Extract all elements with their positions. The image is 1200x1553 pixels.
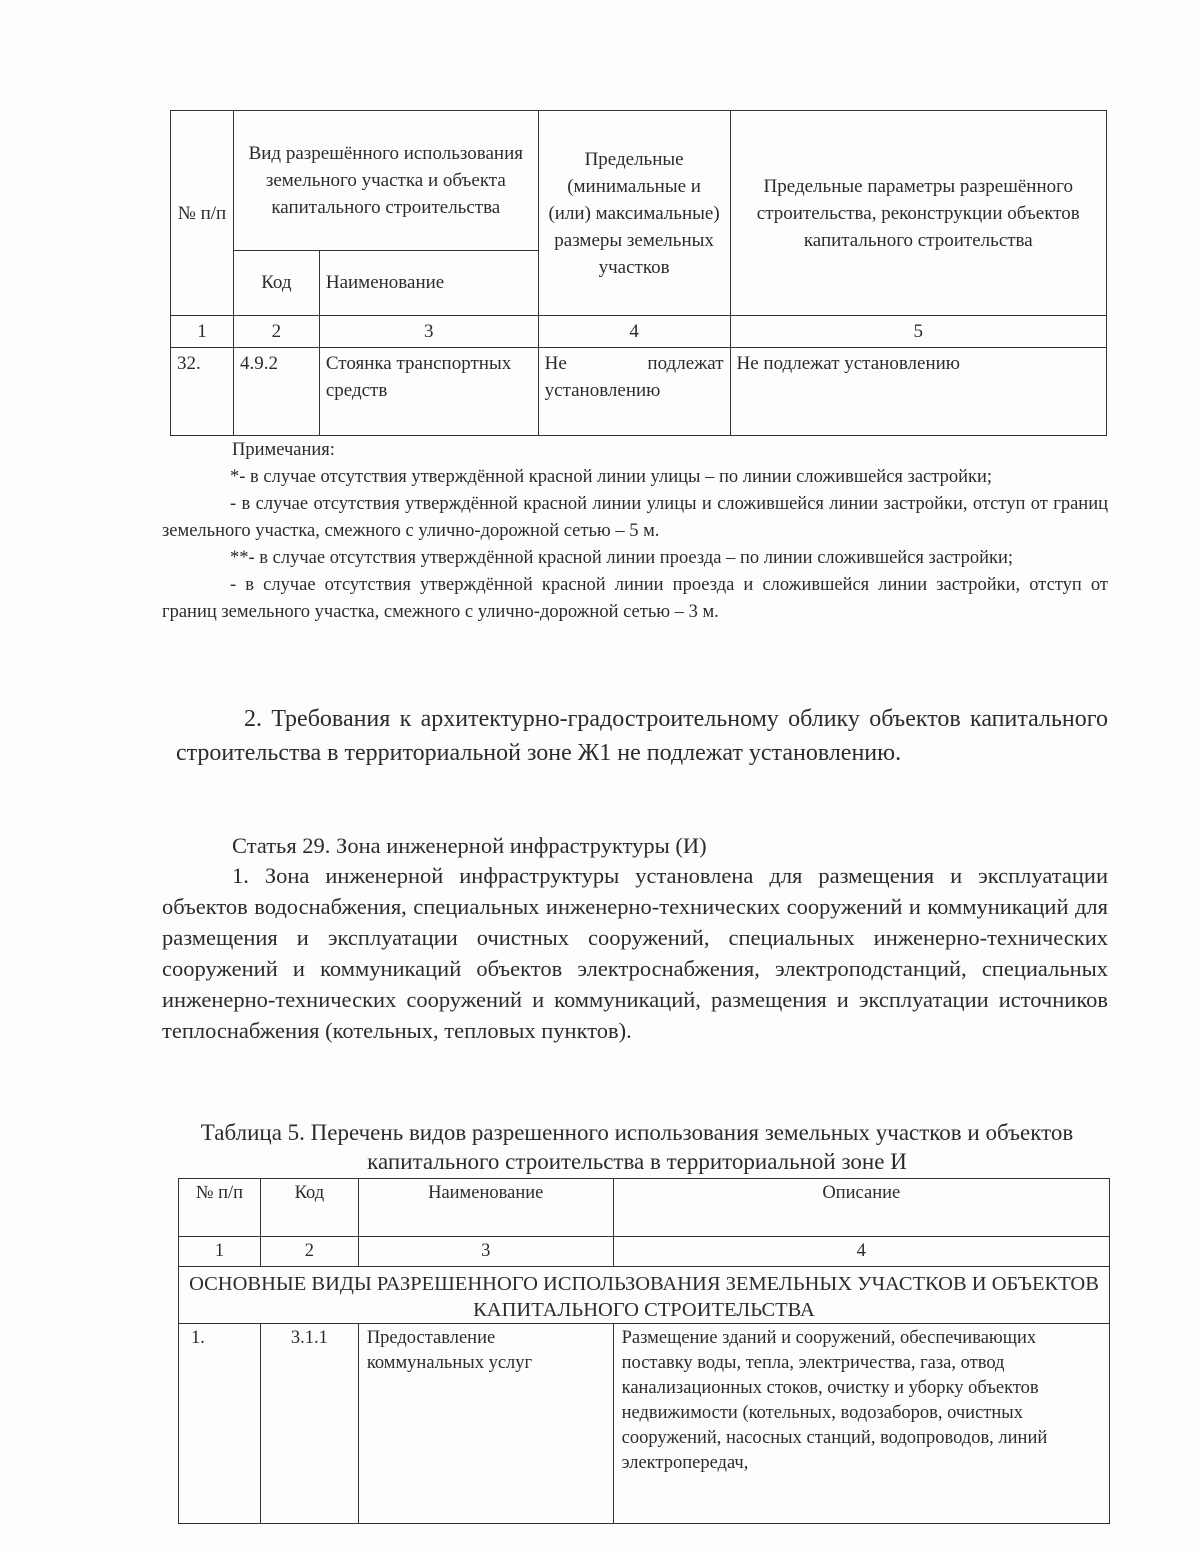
- column-numbers-row: [171, 316, 1107, 348]
- col-number: 2: [260, 1237, 358, 1267]
- table-row: [171, 348, 1107, 436]
- header-vid: Вид разрешённого использования земельного участка и объекта капитального строительства: [233, 111, 538, 251]
- col-number: 2: [233, 316, 319, 348]
- header-naim: Наименование: [319, 250, 538, 315]
- header-num: № п/п: [171, 111, 234, 316]
- t5-column-numbers-row: [179, 1237, 1110, 1267]
- t5-header-kod: Код: [260, 1179, 358, 1237]
- t5-row-kod: 3.1.1: [260, 1324, 358, 1524]
- table-vri-zhilaya: [170, 110, 1107, 436]
- t5-header-opis: Описание: [613, 1179, 1109, 1237]
- t5-header-naim: Наименование: [358, 1179, 613, 1237]
- col-number: 1: [171, 316, 234, 348]
- t5-row-naim: Предоставление коммунальных услуг: [358, 1324, 613, 1524]
- note-item: - в случае отсутствия утверждённой красной линии проезда и сложившейся линии застройки, отступ от границ земельного участка, смежного с улично-дорожной сетью – 3 м.: [162, 575, 1108, 622]
- article-body: 1. Зона инженерной инфраструктуры установлена для размещения и эксплуатации объектов водоснабжения, специальных инженерно-технических сооружений и коммуникаций для размещения и эксплуатации очистных сооружений, специальных инженерно-технических сооружений и коммуникаций объектов электроснабжения, электроподстанций, специальных инженерно-технических сооружений и коммуникаций, размещения и эксплуатации источников теплоснабжения (котельных, тепловых пунктов).: [162, 863, 1108, 1043]
- table5-caption: Таблица 5. Перечень видов разрешенного использования земельных участков и объектов капитального строительства в территориальной зоне И: [200, 1120, 1074, 1174]
- col-number: 3: [358, 1237, 613, 1267]
- notes-title: Примечания:: [232, 440, 335, 460]
- row-kod: 4.9.2: [233, 348, 319, 436]
- row-naim: Стоянка транспортных средств: [319, 348, 538, 436]
- header-kod: Код: [233, 250, 319, 315]
- notes-block: [162, 437, 1108, 626]
- t5-row-num: 1.: [179, 1324, 261, 1524]
- col-number: 3: [319, 316, 538, 348]
- col-number: 4: [538, 316, 730, 348]
- t5-row-opis: Размещение зданий и сооружений, обеспечивающих поставку воды, тепла, электричества, газа, отвод канализационных стоков, очистку и уборку объектов недвижимости (котельных, водозаборов, очистных сооружений, насосных станций, водопроводов, линий электропередач,: [613, 1324, 1109, 1524]
- note-item: **- в случае отсутствия утверждённой красной линии проезда – по линии сложившейся застройки;: [230, 548, 1014, 568]
- row-params: Не подлежат установлению: [730, 348, 1106, 436]
- table-row: [179, 1324, 1110, 1524]
- section-2-paragraph: 2. Требования к архитектурно-градостроительному облику объектов капитального строительства в территориальной зоне Ж1 не подлежат установлению.: [176, 706, 1108, 766]
- header-params: Предельные параметры разрешённого строительства, реконструкции объектов капитального строительства: [730, 111, 1106, 316]
- t5-header-num: № п/п: [179, 1179, 261, 1237]
- col-number: 4: [613, 1237, 1109, 1267]
- table-5: [178, 1178, 1110, 1524]
- header-razmery: Предельные (минимальные и (или) максимальные) размеры земельных участков: [538, 111, 730, 316]
- article-title: Статья 29. Зона инженерной инфраструктуры (И): [232, 833, 707, 858]
- row-razmery: Не подлежат установлению: [538, 348, 730, 436]
- row-num: 32.: [171, 348, 234, 436]
- note-item: *- в случае отсутствия утверждённой красной линии улицы – по линии сложившейся застройки;: [230, 467, 993, 487]
- t5-section-title: ОСНОВНЫЕ ВИДЫ РАЗРЕШЕННОГО ИСПОЛЬЗОВАНИЯ ЗЕМЕЛЬНЫХ УЧАСТКОВ И ОБЪЕКТОВ КАПИТАЛЬНОГО СТРОИТЕЛЬСТВА: [179, 1267, 1110, 1324]
- col-number: 5: [730, 316, 1106, 348]
- col-number: 1: [179, 1237, 261, 1267]
- note-item: - в случае отсутствия утверждённой красной линии улицы и сложившейся линии застройки, отступ от границ земельного участка, смежного с улично-дорожной сетью – 5 м.: [162, 494, 1108, 541]
